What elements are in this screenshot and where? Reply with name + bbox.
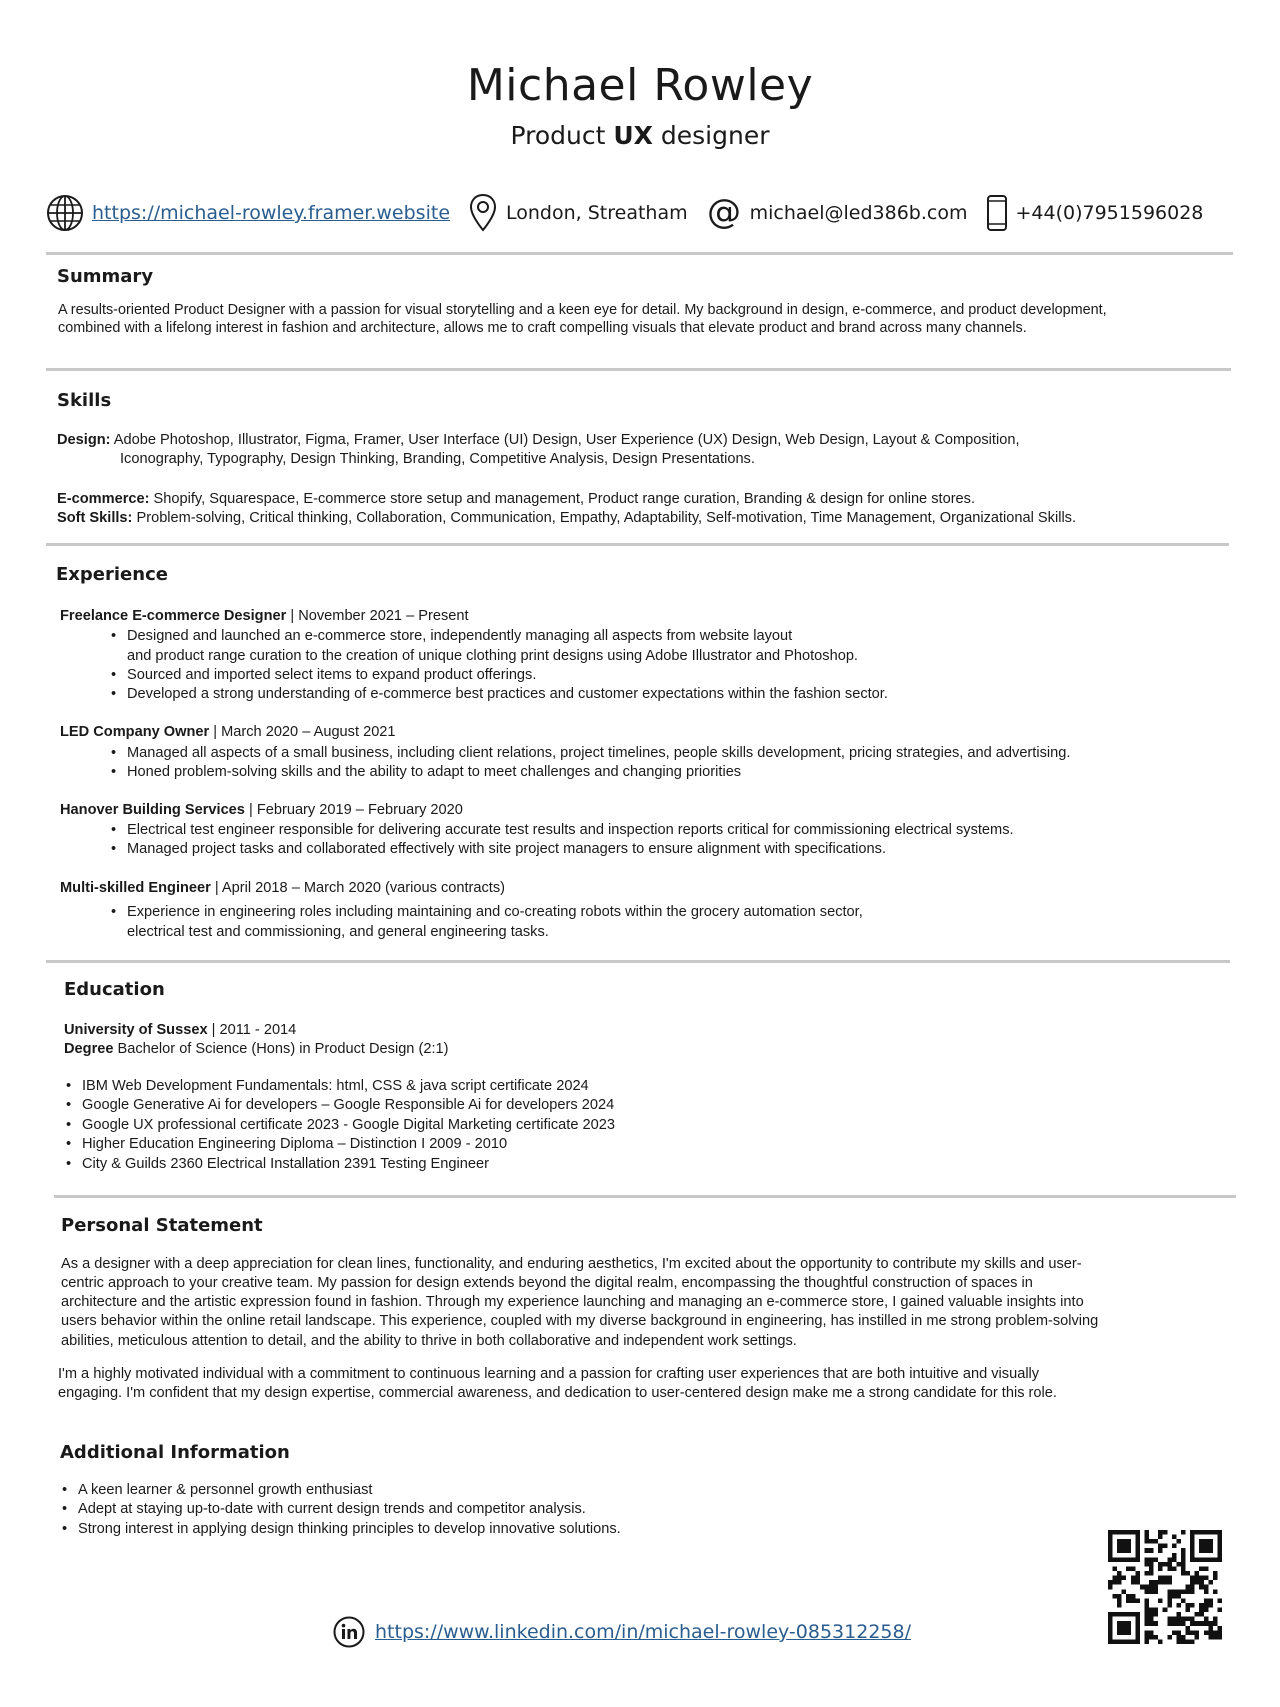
contact-website[interactable] bbox=[46, 194, 450, 232]
list-item: • Honed problem-solving skills and the ability to adapt to meet challenges and changing priorities bbox=[109, 763, 1070, 782]
qr-code[interactable] bbox=[1108, 1530, 1222, 1644]
skills-design-text: Adobe Photoshop, Illustrator, Figma, Framer, User Interface (UI) Design, User Experience (UX) Design, Web Design, Layout & Composition, bbox=[113, 432, 1020, 448]
degree-label: Degree bbox=[64, 1041, 114, 1057]
job-bullets bbox=[109, 903, 863, 922]
job-dates: | November 2021 – Present bbox=[286, 608, 469, 624]
statement-line: users behavior within the online retail landscape. This experience, coupled with my diverse background in engineering, has instilled in me strong problem-solving bbox=[61, 1313, 1099, 1329]
list-item: • Adept at staying up-to-date with current design trends and competitor analysis. bbox=[60, 1500, 621, 1519]
skills-soft bbox=[57, 509, 1076, 528]
email-text[interactable]: michael@led386b.com bbox=[749, 202, 968, 224]
globe-icon bbox=[46, 194, 84, 232]
divider bbox=[46, 543, 1229, 546]
skills-ecommerce-label: E-commerce: bbox=[57, 491, 150, 507]
statement-line: centric approach to your creative team. My passion for design extends beyond the digital realm, encompassing the thoughtful construction of spaces in bbox=[61, 1275, 1033, 1291]
job-title: LED Company Owner bbox=[60, 724, 210, 740]
linkedin-icon bbox=[333, 1616, 365, 1648]
role-suffix: designer bbox=[660, 121, 770, 150]
role-bold: UX bbox=[613, 121, 653, 150]
job-bullets bbox=[109, 744, 1070, 783]
location-pin-icon bbox=[468, 193, 498, 233]
summary-line: A results-oriented Product Designer with a passion for visual storytelling and a keen eye for detail. My background in design, e-commerce, and product development, bbox=[58, 302, 1107, 318]
statement-line: I'm a highly motivated individual with a commitment to continuous learning and a passion for crafting user experiences that are both intuitive and visually bbox=[58, 1366, 1040, 1382]
university-name: University of Sussex bbox=[64, 1022, 208, 1038]
divider bbox=[54, 1195, 1236, 1198]
skills-soft-label: Soft Skills: bbox=[57, 510, 133, 526]
job-bullets bbox=[109, 821, 1014, 860]
skills-ecommerce-text: Shopify, Squarespace, E-commerce store setup and management, Product range curation, Branding & design for online stores. bbox=[153, 491, 976, 507]
list-item: • IBM Web Development Fundamentals: html, CSS & java script certificate 2024 bbox=[64, 1077, 615, 1096]
list-item: • Sourced and imported select items to expand product offerings. bbox=[109, 666, 888, 685]
svg-text:@: @ bbox=[706, 195, 741, 231]
statement-line: engaging. I'm confident that my design expertise, commercial awareness, and dedication to user-centered design make me a strong candidate for this role. bbox=[58, 1385, 1057, 1401]
job-bullet-cont: and product range curation to the creation of unique clothing print designs using Adobe Illustrator and Photoshop. bbox=[127, 648, 858, 664]
job-header bbox=[60, 801, 463, 820]
certificates-list bbox=[64, 1077, 615, 1174]
list-item: • Strong interest in applying design thinking principles to develop innovative solutions. bbox=[60, 1520, 621, 1539]
job-dates: | February 2019 – February 2020 bbox=[244, 802, 463, 818]
phone-icon bbox=[986, 194, 1008, 232]
additional-info-list bbox=[60, 1481, 621, 1539]
list-item: • A keen learner & personnel growth enthusiast bbox=[60, 1481, 621, 1500]
job-header bbox=[60, 879, 505, 898]
list-item: • Designed and launched an e-commerce store, independently managing all aspects from website layout bbox=[109, 627, 792, 646]
skills-design-label: Design: bbox=[57, 432, 111, 448]
linkedin-link[interactable]: https://www.linkedin.com/in/michael-rowley-085312258/ bbox=[375, 1621, 911, 1643]
degree-text: Bachelor of Science (Hons) in Product Design (2:1) bbox=[113, 1041, 449, 1057]
contact-phone[interactable] bbox=[986, 194, 1204, 232]
job-bullets bbox=[109, 666, 888, 705]
education-degree bbox=[64, 1040, 449, 1059]
university-years: | 2011 - 2014 bbox=[207, 1022, 297, 1038]
additional-info-heading: Additional Information bbox=[60, 1442, 290, 1463]
job-title: Multi-skilled Engineer bbox=[60, 880, 211, 896]
skills-design bbox=[57, 431, 1020, 450]
list-item: • Experience in engineering roles including maintaining and co-creating robots within the grocery automation sector, bbox=[109, 903, 863, 922]
statement-line: As a designer with a deep appreciation for clean lines, functionality, and enduring aesthetics, I'm excited about the opportunity to contribute my skills and user- bbox=[61, 1256, 1082, 1272]
list-item: • Google Generative Ai for developers – Google Responsible Ai for developers 2024 bbox=[64, 1096, 615, 1115]
linkedin-row[interactable] bbox=[333, 1616, 911, 1648]
statement-line: abilities, meticulous attention to detail, and the ability to thrive in both collaborative and independent work settings. bbox=[61, 1333, 797, 1349]
summary-line: combined with a lifelong interest in fashion and architecture, allows me to craft compelling visuals that elevate product and brand across many channels. bbox=[58, 320, 1027, 336]
job-header bbox=[60, 723, 396, 742]
candidate-name: Michael Rowley bbox=[466, 60, 814, 111]
statement-line: architecture and the artistic expression found in fashion. Through my experience launching and managing an e-commerce store, I gained valuable insights into bbox=[61, 1294, 1084, 1310]
contact-row bbox=[46, 193, 1221, 233]
list-item: • Google UX professional certificate 2023 - Google Digital Marketing certificate 2023 bbox=[64, 1116, 615, 1135]
list-item: • Electrical test engineer responsible for delivering accurate test results and inspection reports critical for commissioning electrical systems. bbox=[109, 821, 1014, 840]
contact-email[interactable] bbox=[706, 195, 968, 231]
list-item: • Developed a strong understanding of e-commerce best practices and customer expectations within the fashion sector. bbox=[109, 685, 888, 704]
list-item: • Managed all aspects of a small business, including client relations, project timelines, people skills development, pricing strategies, and advertising. bbox=[109, 744, 1070, 763]
job-dates: | March 2020 – August 2021 bbox=[209, 724, 396, 740]
website-link[interactable]: https://michael-rowley.framer.website bbox=[92, 202, 451, 224]
list-item: • Managed project tasks and collaborated effectively with site project managers to ensure alignment with specifications. bbox=[109, 840, 1014, 859]
job-title: Hanover Building Services bbox=[60, 802, 245, 818]
skills-heading: Skills bbox=[57, 390, 112, 411]
role-prefix: Product bbox=[510, 121, 606, 150]
personal-statement-heading: Personal Statement bbox=[61, 1215, 263, 1236]
summary-heading: Summary bbox=[57, 266, 154, 287]
job-dates: | April 2018 – March 2020 (various contracts) bbox=[210, 880, 506, 896]
contact-location bbox=[468, 193, 688, 233]
job-title: Freelance E-commerce Designer bbox=[60, 608, 287, 624]
at-sign-icon bbox=[706, 195, 742, 231]
list-item: • City & Guilds 2360 Electrical Installation 2391 Testing Engineer bbox=[64, 1155, 615, 1174]
skills-design-cont: Iconography, Typography, Design Thinking, Branding, Competitive Analysis, Design Presentations. bbox=[120, 451, 755, 467]
phone-text[interactable]: +44(0)7951596028 bbox=[1015, 202, 1204, 224]
job-bullet-cont: electrical test and commissioning, and general engineering tasks. bbox=[127, 924, 549, 940]
divider bbox=[46, 368, 1231, 371]
divider bbox=[46, 960, 1230, 963]
skills-soft-text: Problem-solving, Critical thinking, Collaboration, Communication, Empathy, Adaptability, Self-motivation, Time Management, Organizational Skills. bbox=[136, 510, 1077, 526]
education-heading: Education bbox=[64, 979, 165, 1000]
candidate-role bbox=[0, 121, 1280, 150]
experience-heading: Experience bbox=[56, 564, 168, 585]
job-header bbox=[60, 607, 469, 626]
education-university bbox=[64, 1021, 296, 1040]
job-bullets bbox=[109, 627, 792, 646]
location-text: London, Streatham bbox=[506, 202, 688, 224]
list-item: • Higher Education Engineering Diploma – Distinction I 2009 - 2010 bbox=[64, 1135, 615, 1154]
skills-ecommerce bbox=[57, 490, 975, 509]
divider bbox=[46, 252, 1233, 255]
